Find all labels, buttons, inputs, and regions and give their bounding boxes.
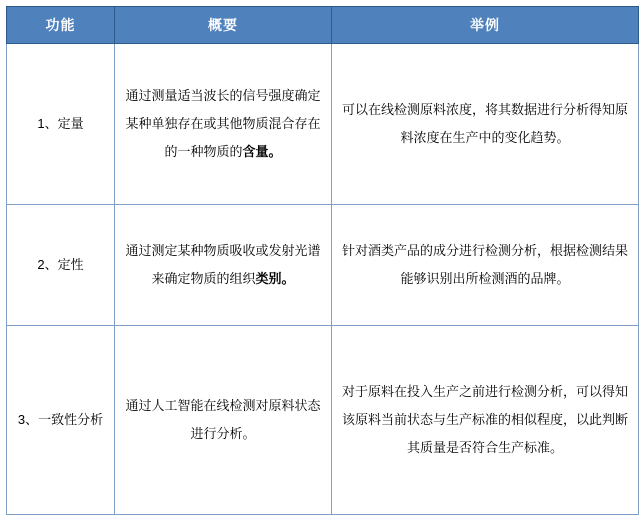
table-header-row	[7, 7, 639, 44]
cell-function: 1、定量	[7, 44, 115, 205]
table-body	[7, 44, 639, 515]
table-row	[7, 205, 639, 326]
cell-example: 针对酒类产品的成分进行检测分析，根据检测结果能够识别出所检测酒的品牌。	[332, 205, 639, 326]
summary-text: 通过测量适当波长的信号强度确定某种单独存在或其他物质混合存在的一种物质的	[125, 88, 321, 159]
table-row	[7, 44, 639, 205]
feature-table	[6, 6, 639, 515]
table-header	[7, 7, 639, 44]
column-header-function: 功能	[7, 7, 115, 44]
cell-summary	[115, 44, 332, 205]
summary-text: 通过测定某种物质吸收或发射光谱来确定物质的组织	[125, 243, 321, 286]
column-header-summary: 概要	[115, 7, 332, 44]
summary-text: 通过人工智能在线检测对原料状态进行分析。	[125, 398, 321, 441]
column-header-example: 举例	[332, 7, 639, 44]
cell-summary	[115, 205, 332, 326]
cell-function: 3、一致性分析	[7, 326, 115, 515]
summary-emphasis: 含量。	[242, 144, 282, 159]
cell-summary	[115, 326, 332, 515]
cell-function: 2、定性	[7, 205, 115, 326]
cell-example: 对于原料在投入生产之前进行检测分析，可以得知该原料当前状态与生产标准的相似程度，以此判断其质量是否符合生产标准。	[332, 326, 639, 515]
cell-example: 可以在线检测原料浓度，将其数据进行分析得知原料浓度在生产中的变化趋势。	[332, 44, 639, 205]
summary-emphasis: 类别。	[255, 271, 295, 286]
table-row	[7, 326, 639, 515]
